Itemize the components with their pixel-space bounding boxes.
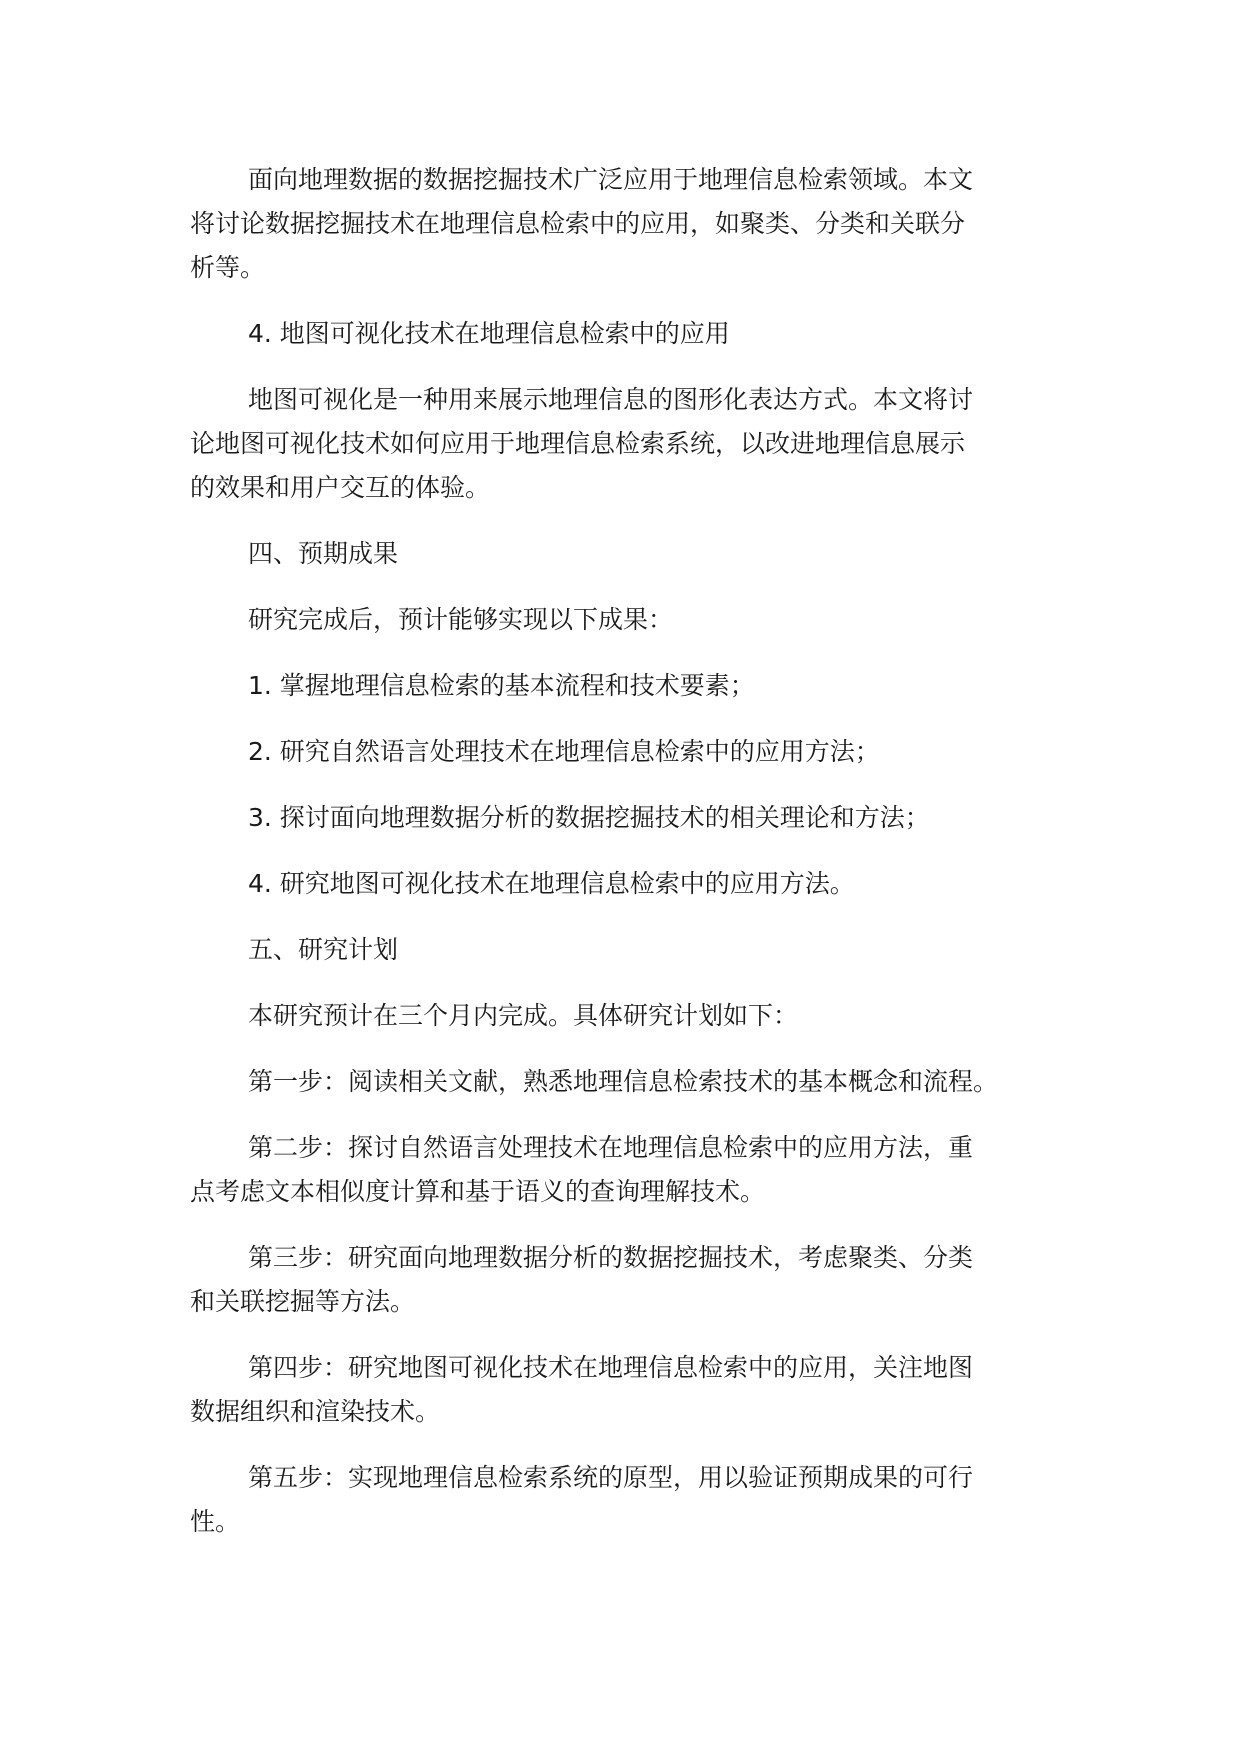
plan-step-1 <box>190 1060 1050 1104</box>
plan-step-5 <box>190 1456 1050 1544</box>
para-map-visualization <box>190 378 1050 510</box>
plan-step-2 <box>190 1126 1050 1214</box>
heading-map-visualization <box>190 312 1050 356</box>
plan-step-4 <box>190 1346 1050 1434</box>
text-line: 性。 <box>190 1507 241 1536</box>
text-line: 4. 地图可视化技术在地理信息检索中的应用 <box>248 319 730 348</box>
heading-research-plan <box>190 928 1050 972</box>
document-page <box>190 158 1050 1544</box>
text-line: 3. 探讨面向地理数据分析的数据挖掘技术的相关理论和方法； <box>248 803 930 832</box>
paragraph-gap <box>190 1214 1050 1236</box>
paragraph-gap <box>190 708 1050 730</box>
text-line: 五、研究计划 <box>248 935 399 964</box>
text-line: 论地图可视化技术如何应用于地理信息检索系统，以改进地理信息展示 <box>190 429 966 458</box>
paragraph-gap <box>190 356 1050 378</box>
text-line: 1. 掌握地理信息检索的基本流程和技术要素； <box>248 671 755 700</box>
text-line: 和关联挖掘等方法。 <box>190 1287 416 1316</box>
text-line: 的效果和用户交互的体验。 <box>190 473 491 502</box>
text-line: 地图可视化是一种用来展示地理信息的图形化表达方式。本文将讨 <box>248 385 974 414</box>
text-line: 第一步：阅读相关文献，熟悉地理信息检索技术的基本概念和流程。 <box>248 1067 999 1096</box>
paragraph-gap <box>190 642 1050 664</box>
paragraph-gap <box>190 1038 1050 1060</box>
result-item-1 <box>190 664 1050 708</box>
paragraph-gap <box>190 510 1050 532</box>
text-line: 研究完成后，预计能够实现以下成果： <box>248 605 674 634</box>
paragraph-gap <box>190 1434 1050 1456</box>
paragraph-gap <box>190 972 1050 994</box>
text-line: 面向地理数据的数据挖掘技术广泛应用于地理信息检索领域。本文 <box>248 165 974 194</box>
text-line: 点考虑文本相似度计算和基于语义的查询理解技术。 <box>190 1177 766 1206</box>
text-line: 第二步：探讨自然语言处理技术在地理信息检索中的应用方法，重 <box>248 1133 974 1162</box>
paragraph-gap <box>190 906 1050 928</box>
plan-step-3 <box>190 1236 1050 1324</box>
result-item-4 <box>190 862 1050 906</box>
paragraph-gap <box>190 1104 1050 1126</box>
paragraph-gap <box>190 576 1050 598</box>
text-line: 2. 研究自然语言处理技术在地理信息检索中的应用方法； <box>248 737 880 766</box>
text-line: 第四步：研究地图可视化技术在地理信息检索中的应用，关注地图 <box>248 1353 974 1382</box>
heading-expected-results <box>190 532 1050 576</box>
text-line: 第三步：研究面向地理数据分析的数据挖掘技术，考虑聚类、分类 <box>248 1243 974 1272</box>
para-data-mining-intro <box>190 158 1050 290</box>
text-line: 四、预期成果 <box>248 539 399 568</box>
para-plan-intro <box>190 994 1050 1038</box>
para-expected-intro <box>190 598 1050 642</box>
paragraph-gap <box>190 290 1050 312</box>
text-line: 析等。 <box>190 253 266 282</box>
text-line: 将讨论数据挖掘技术在地理信息检索中的应用，如聚类、分类和关联分 <box>190 209 966 238</box>
paragraph-gap <box>190 774 1050 796</box>
result-item-2 <box>190 730 1050 774</box>
paragraph-gap <box>190 1324 1050 1346</box>
text-line: 第五步：实现地理信息检索系统的原型，用以验证预期成果的可行 <box>248 1463 974 1492</box>
text-line: 数据组织和渲染技术。 <box>190 1397 441 1426</box>
text-line: 本研究预计在三个月内完成。具体研究计划如下： <box>248 1001 799 1030</box>
paragraph-gap <box>190 840 1050 862</box>
text-line: 4. 研究地图可视化技术在地理信息检索中的应用方法。 <box>248 869 855 898</box>
result-item-3 <box>190 796 1050 840</box>
